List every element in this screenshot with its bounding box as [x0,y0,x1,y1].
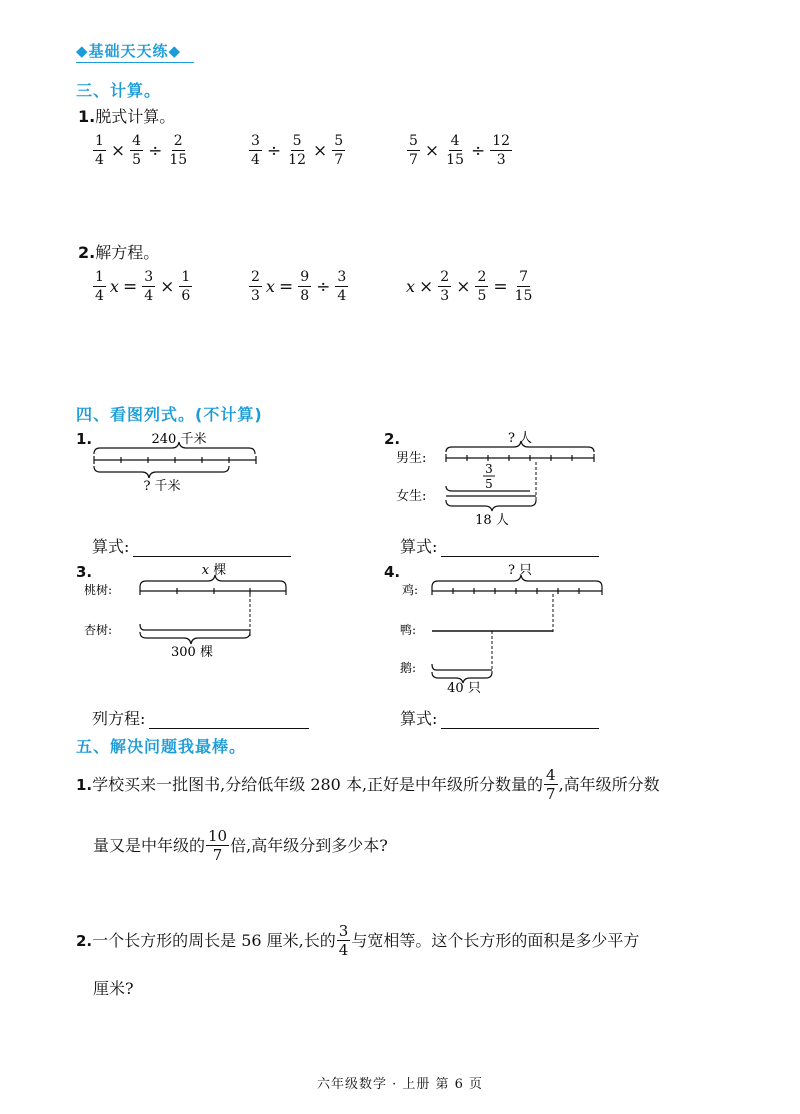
operator: × [456,276,471,297]
bottom-brace [94,466,229,478]
q1-title [78,104,175,127]
diagram-2-top-label: ? 人 [507,431,533,446]
fraction-numerator: 3 [485,462,493,476]
diagram-2-answer-row [400,534,599,557]
problem-2 [76,922,736,999]
diagram-1-number: 1. [76,430,93,448]
answer-blank[interactable] [441,728,599,729]
problem-1-text-b: ,高年级所分数 [558,774,660,794]
fraction: $\frac{10}{7}$ [208,827,228,864]
problem-1 [76,766,736,864]
apricot-label: 杏树: [84,623,113,637]
fraction: $\frac{3}{4}$ [251,133,260,168]
fraction: $\frac{5}{12}$ [288,133,306,168]
operator: × [110,140,126,161]
diagram-3-number: 3. [76,563,93,581]
fraction: $\frac{9}{8}$ [300,269,310,304]
fraction: $\frac{1}{6}$ [181,269,191,304]
fraction: $\frac{3}{4}$ [144,269,154,304]
problem-2-number: 2. [76,931,93,950]
diagram-4 [398,560,610,696]
problem-1-number: 1. [76,775,93,794]
problem-1-text-c: 量又是中年级的 [93,835,206,855]
operator: × [419,276,434,297]
tag-underline [76,62,194,63]
equation-1 [92,268,193,305]
section-3-title: 三、计算。 [76,81,162,100]
problem-1-text-a: 学校买来一批图书,分给低年级 280 本,正好是中年级所分数量的 [92,774,544,794]
fraction: $\frac{5}{7}$ [409,133,418,168]
fraction: $\frac{4}{15}$ [446,133,464,168]
diagram-3 [84,560,294,662]
answer-label: 算式: [400,537,438,556]
q1-label: 脱式计算。 [95,107,176,126]
diagram-4-number: 4. [384,563,401,581]
diagram-3-bottom-label: 300 棵 [171,645,213,660]
page-footer: 六年级数学 · 上册 第 6 页 [316,1077,484,1092]
operator: × [424,140,440,161]
diagram-4-answer-row [400,706,599,729]
diagram-4-top-label: ? 只 [507,563,533,578]
problem-1-text-d: 倍,高年级分到多少本? [230,835,388,855]
diagram-2-number: 2. [384,430,401,448]
operator: × [160,276,175,297]
problem-2-text-b: 与宽相等。这个长方形的面积是多少平方 [351,930,640,950]
operator: = [278,276,294,297]
fraction: $\frac{12}{3}$ [492,133,511,168]
section-5-title: 五、解决问题我最棒。 [76,737,247,756]
goose-label: 鹅: [400,661,417,675]
operator: ÷ [471,140,486,161]
diagram-1-bottom-label: ? 千米 [143,479,181,494]
calc-expression-2 [248,132,346,169]
variable: x [265,277,275,296]
operator: ÷ [266,140,282,161]
diagram-1 [86,430,266,496]
operator: × [313,140,328,161]
equation-2 [248,268,349,305]
fraction: $\frac{2}{5}$ [477,269,487,304]
answer-blank[interactable] [149,728,309,729]
section-tag: ◆基础天天练◆ [76,42,182,60]
diagram-4-bottom-label: 40 只 [447,681,481,696]
answer-label: 列方程: [92,709,146,728]
answer-blank[interactable] [133,556,291,557]
diagram-2 [396,428,610,528]
fraction: $\frac{3}{4}$ [337,269,347,304]
operator: ÷ [316,276,331,297]
bottom-brace [140,632,250,644]
chicken-label: 鸡: [402,583,419,597]
goose-line [432,664,492,670]
answer-blank[interactable] [441,556,599,557]
apricot-line [140,624,250,630]
fraction: $\frac{5}{7}$ [334,133,344,168]
calc-expression-1 [92,132,190,169]
q2-title [78,240,159,263]
girl-label: 女生: [396,489,427,504]
variable: x [406,277,416,296]
duck-label: 鸭: [400,623,417,637]
calc-expression-3 [406,132,513,169]
fraction-denominator: 5 [485,477,493,491]
top-brace [446,441,594,452]
answer-label: 算式: [400,709,438,728]
fraction: $\frac{7}{15}$ [514,269,533,304]
problem-2-text-a: 一个长方形的周长是 56 厘米,长的 [92,930,336,950]
equation-3 [406,268,535,305]
answer-label: 算式: [92,537,130,556]
diagram-3-top-label: x 棵 [201,563,227,578]
fraction: $\frac{1}{4}$ [95,269,104,304]
q1-number: 1. [78,107,96,126]
fraction: $\frac{2}{3}$ [440,269,450,304]
fraction: $\frac{3}{4}$ [338,922,349,959]
bottom-brace [446,500,536,511]
fraction: $\frac{4}{5}$ [132,133,142,168]
diagram-1-answer-row [92,534,291,557]
fraction: $\frac{2}{3}$ [251,269,260,304]
problem-2-text-c: 厘米? [93,979,134,998]
operator: ÷ [148,140,163,161]
fraction: $\frac{2}{15}$ [169,133,188,168]
operator: = [493,276,508,297]
diagram-2-bottom-label: 18 人 [475,513,509,528]
peach-label: 桃树: [84,583,113,597]
fraction: $\frac{1}{4}$ [95,133,104,168]
variable: x [109,277,119,296]
section-4-title: 四、看图列式。(不计算) [76,405,263,424]
q2-label: 解方程。 [95,243,160,262]
operator: = [122,276,138,297]
fraction: $\frac{4}{7}$ [546,766,556,803]
q2-number: 2. [78,243,96,262]
boy-label: 男生: [396,451,427,466]
diagram-3-answer-row [92,706,309,729]
diagram-1-top-label: 240 千米 [151,432,207,447]
